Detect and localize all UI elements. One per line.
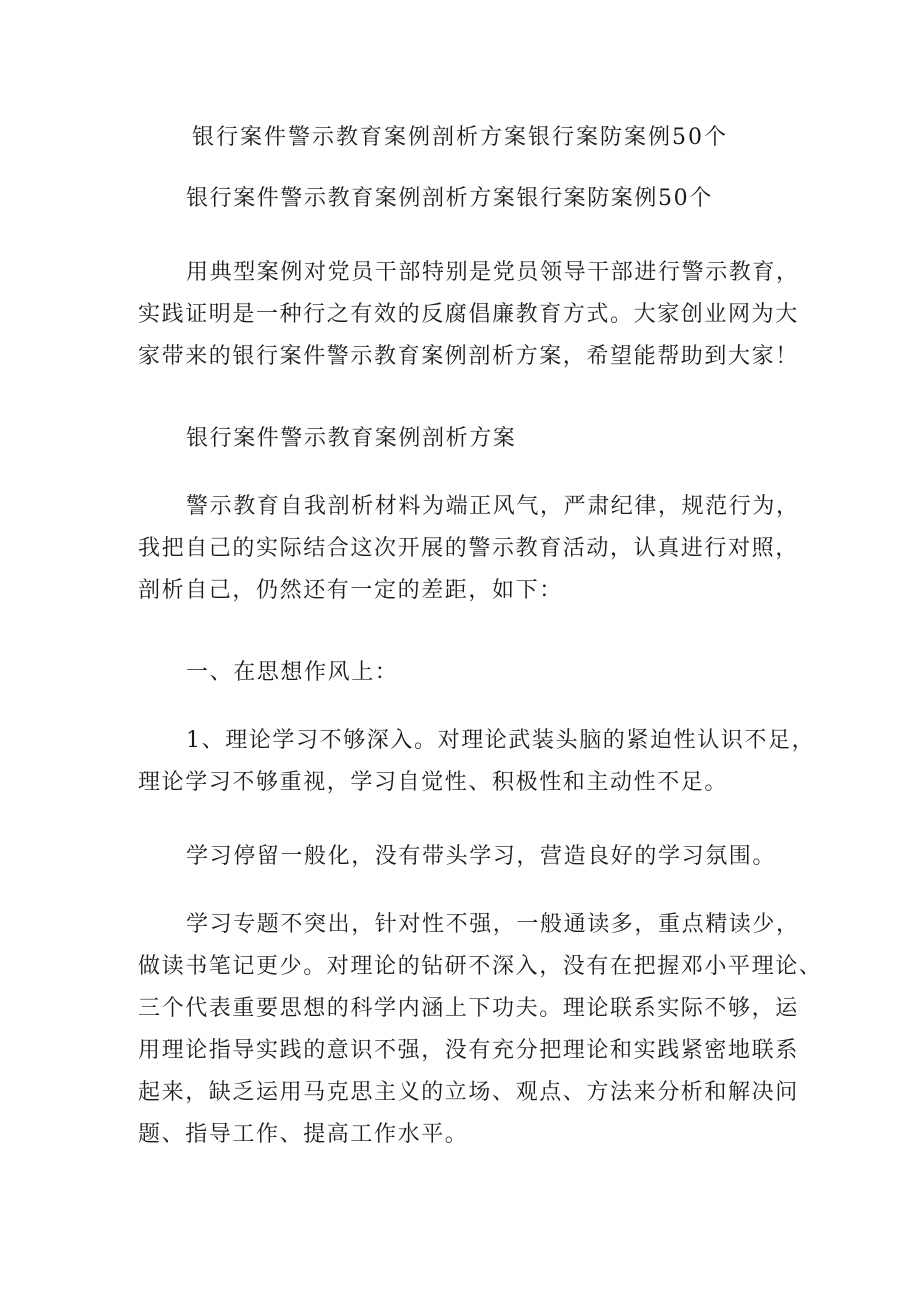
paragraph-line: 一、在思想作风上： xyxy=(186,660,399,685)
paragraph-line: 用理论指导实践的意识不强，没有充分把理论和实践紧密地联系 xyxy=(138,1038,799,1063)
paragraph-line: 三个代表重要思想的科学内涵上下功夫。理论联系实际不够，运 xyxy=(138,996,799,1021)
subtitle-paragraph xyxy=(138,178,808,220)
paragraph-line: 做读书笔记更少。对理论的钻研不深入，没有在把握邓小平理论、 xyxy=(138,954,823,979)
point-one-paragraph xyxy=(138,720,816,804)
paragraph-line: 题、指导工作、提高工作水平。 xyxy=(138,1122,469,1147)
paragraph-line: 剖析自己，仍然还有一定的差距，如下： xyxy=(138,578,563,603)
paragraph-line: 实践证明是一种行之有效的反腐倡廉教育方式。大家创业网为大 xyxy=(138,302,799,327)
paragraph-line: 我把自己的实际结合这次开展的警示教育活动，认真进行对照， xyxy=(138,536,799,561)
section-heading-paragraph xyxy=(138,418,808,460)
subsection-heading-paragraph xyxy=(138,652,808,694)
paragraph-line: 理论学习不够重视，学习自觉性、积极性和主动性不足。 xyxy=(138,770,729,795)
intro-paragraph xyxy=(138,252,808,378)
paragraph-line: 用典型案例对党员干部特别是党员领导干部进行警示教育， xyxy=(186,260,800,285)
paragraph-line: 家带来的银行案件警示教育案例剖析方案，希望能帮助到大家！ xyxy=(138,344,799,369)
paragraph-line: 学习专题不突出，针对性不强，一般通读多，重点精读少， xyxy=(186,912,800,937)
paragraph-line: 银行案件警示教育案例剖析方案 xyxy=(186,426,517,451)
study-paragraph xyxy=(138,836,808,878)
self-analysis-paragraph xyxy=(138,486,808,612)
paragraph-line: 学习停留一般化，没有带头学习，营造良好的学习氛围。 xyxy=(186,844,777,869)
paragraph-line: 起来，缺乏运用马克思主义的立场、观点、方法来分析和解决问 xyxy=(138,1080,799,1105)
theory-paragraph xyxy=(138,904,823,1156)
paragraph-line: 银行案件警示教育案例剖析方案银行案防案例50个 xyxy=(186,186,713,211)
paragraph-line: 警示教育自我剖析材料为端正风气，严肃纪律，规范行为， xyxy=(186,494,800,519)
document-title: 银行案件警示教育案例剖析方案银行案防案例50个 xyxy=(192,125,728,150)
paragraph-line: 1、理论学习不够深入。对理论武装头脑的紧迫性认识不足， xyxy=(186,728,816,753)
